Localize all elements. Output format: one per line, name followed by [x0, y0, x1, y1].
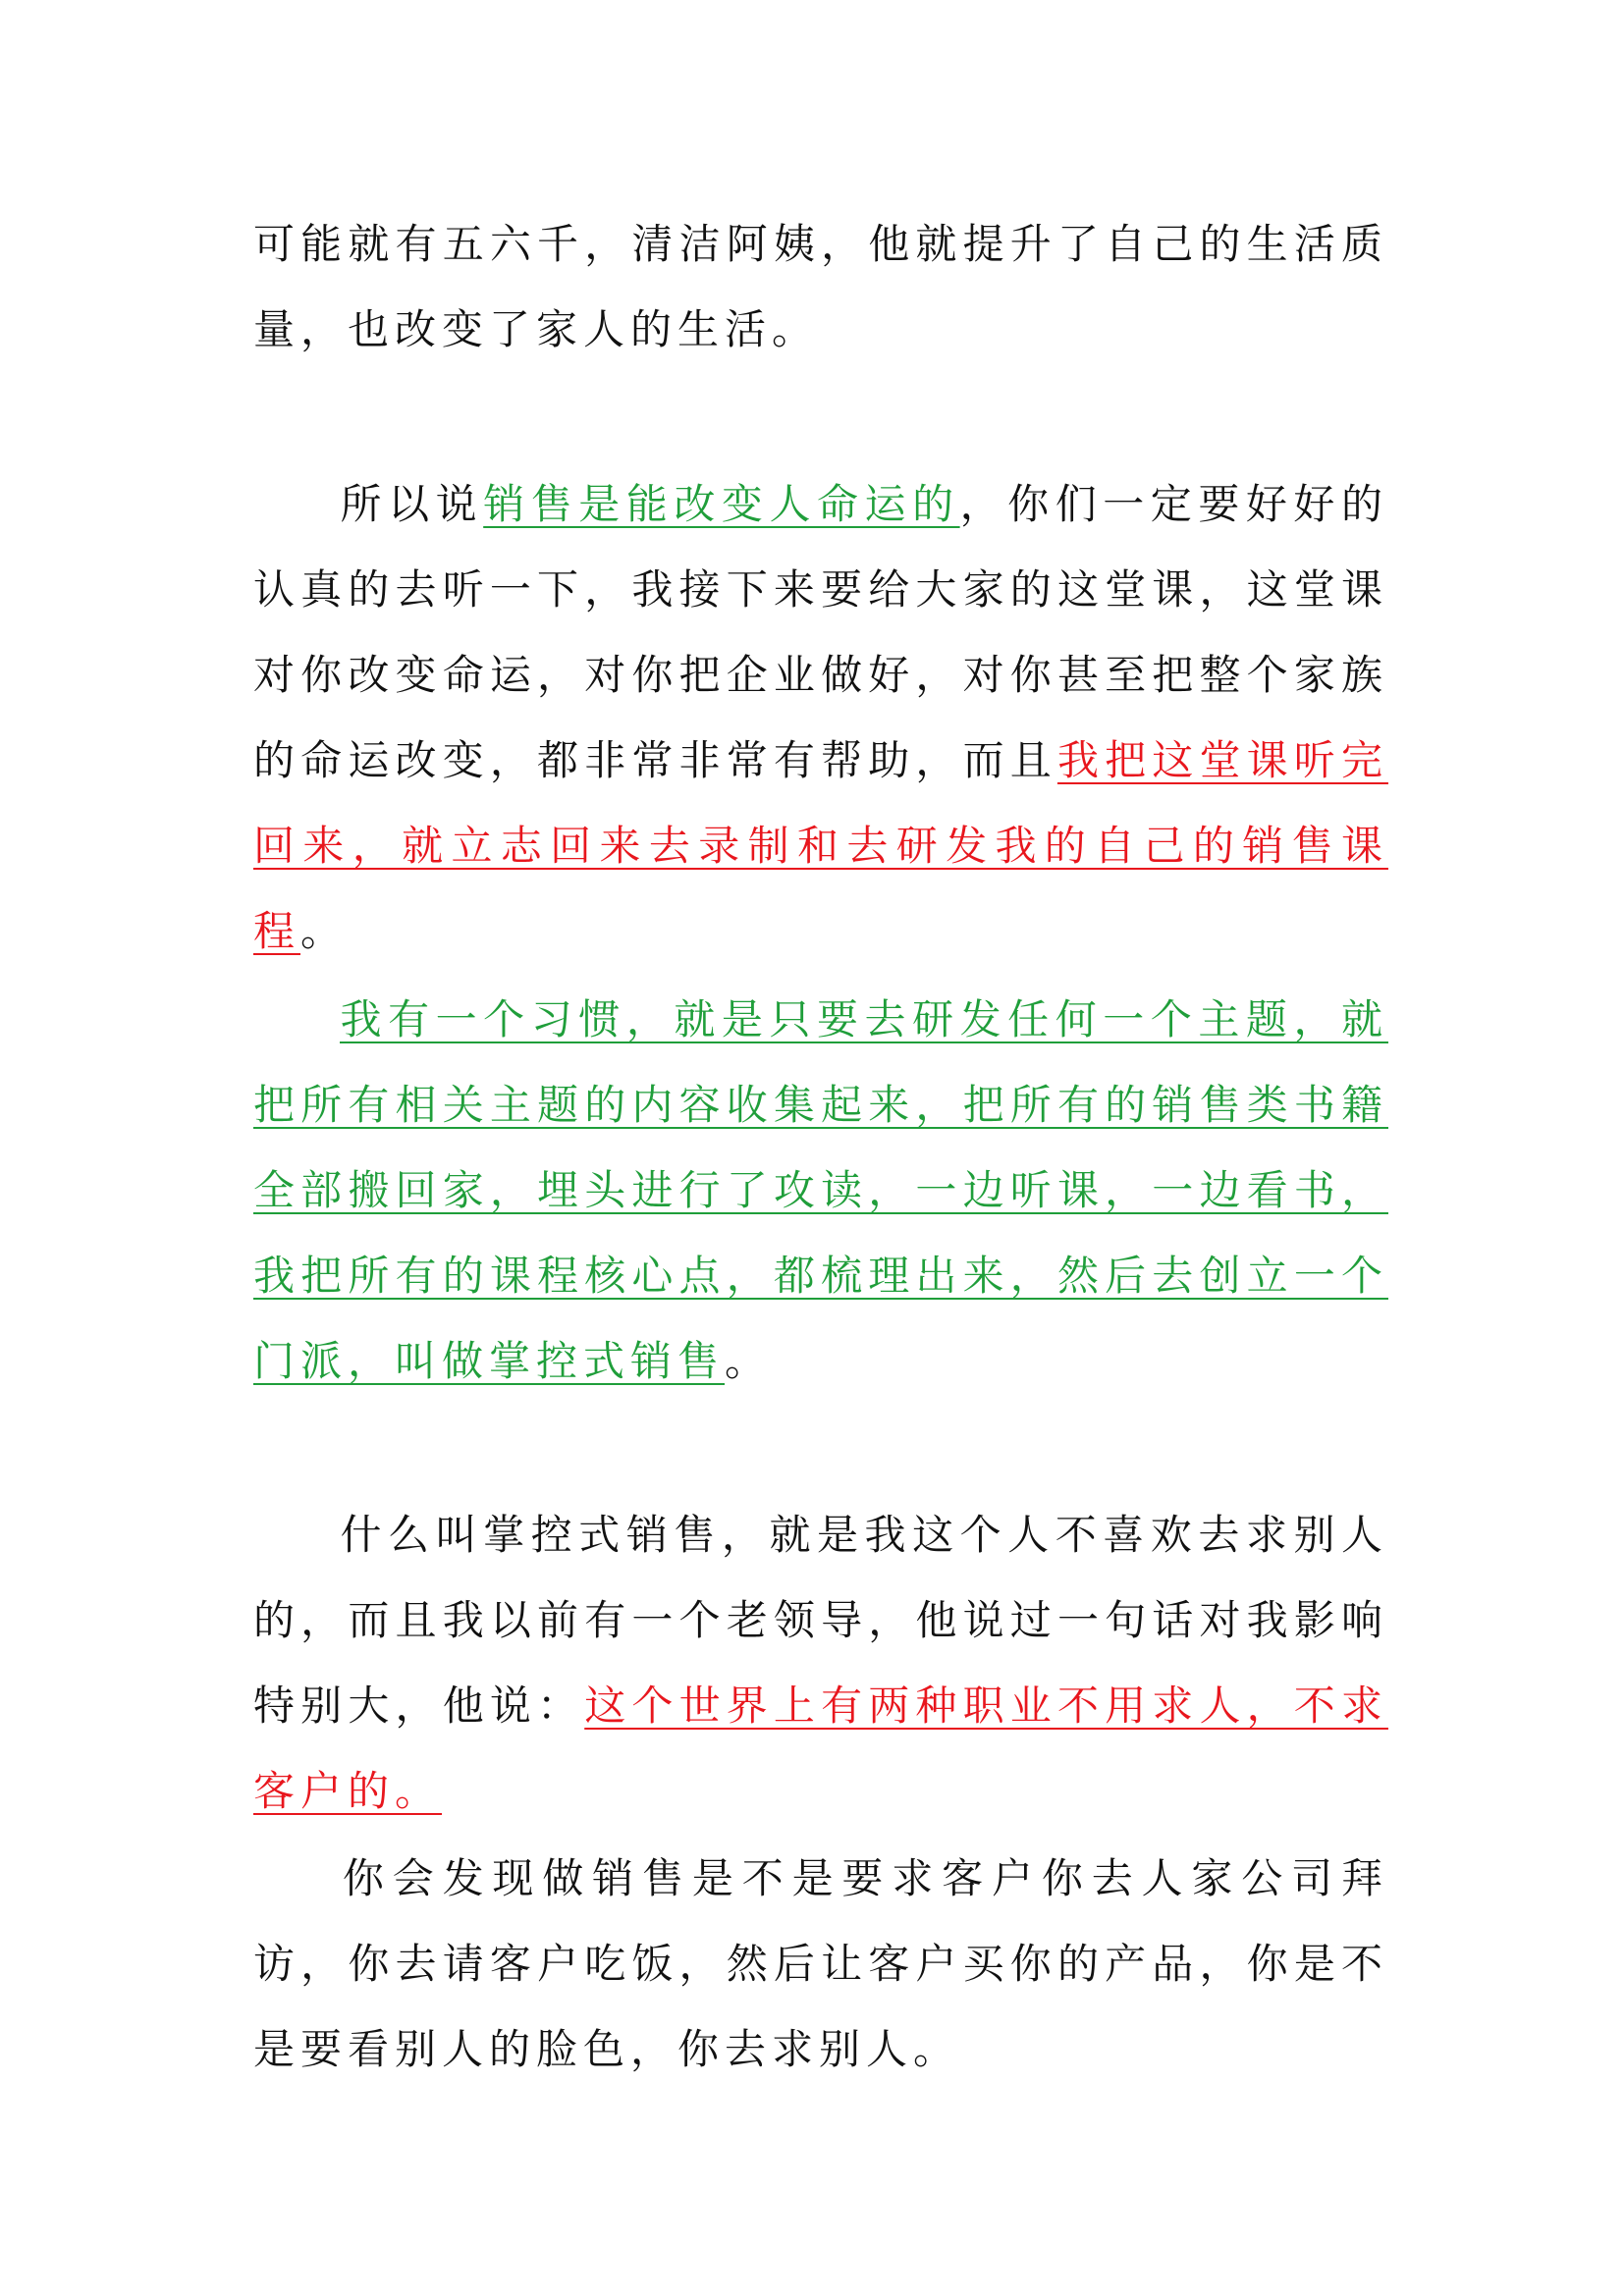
paragraph-1 — [253, 201, 1388, 372]
paragraph-4 — [253, 1492, 1388, 1834]
highlight-green-phrase: 销售是能改变人命运的 — [483, 480, 960, 528]
paragraph-5 — [253, 1836, 1388, 2092]
paragraph-2-text-a: 所以说 — [340, 480, 484, 528]
paragraph-5-text: 你会发现做销售是不是要求客户你去人家公司拜访，你去请客户吃饭，然后让客户买你的产品，你是不是要看别人的脸色，你去求别人。 — [253, 1854, 1388, 2073]
paragraph-1-text: 可能就有五六千，清洁阿姨，他就提升了自己的生活质量，也改变了家人的生活。 — [253, 220, 1388, 353]
highlight-green-paragraph: 我有一个习惯，就是只要去研发任何一个主题，就把所有相关主题的内容收集起来，把所有的销售类书籍全部搬回家，埋头进行了攻读，一边听课，一边看书，我把所有的课程核心点，都梳理出来，然后去创立一个门派，叫做掌控式销售 — [253, 995, 1388, 1385]
paragraph-4-text: 什么叫掌控式销售，就是我这个人不喜欢去求别人的，而且我以前有一个老领导，他说过一句话对我影响特别大，他说： — [253, 1511, 1388, 1730]
paragraph-2-text-b: ，你们一定要好好的认真的去听一下，我接下来要给大家的这堂课，这堂课对你改变命运，对你把企业做好，对你甚至把整个家族的命运改变，都非常非常有帮助，而且 — [253, 480, 1388, 784]
paragraph-3-period: 。 — [725, 1337, 773, 1385]
paragraph-3 — [253, 977, 1388, 1404]
paragraph-2-text-c: 。 — [300, 907, 349, 955]
highlight-red-quote: 这个世界上有两种职业不用求人，不求客户的。 — [253, 1682, 1388, 1815]
highlight-red-phrase: 我把这堂课听完回来，就立志回来去录制和去研发我的自己的销售课程 — [253, 736, 1388, 955]
paragraph-2 — [253, 461, 1388, 974]
